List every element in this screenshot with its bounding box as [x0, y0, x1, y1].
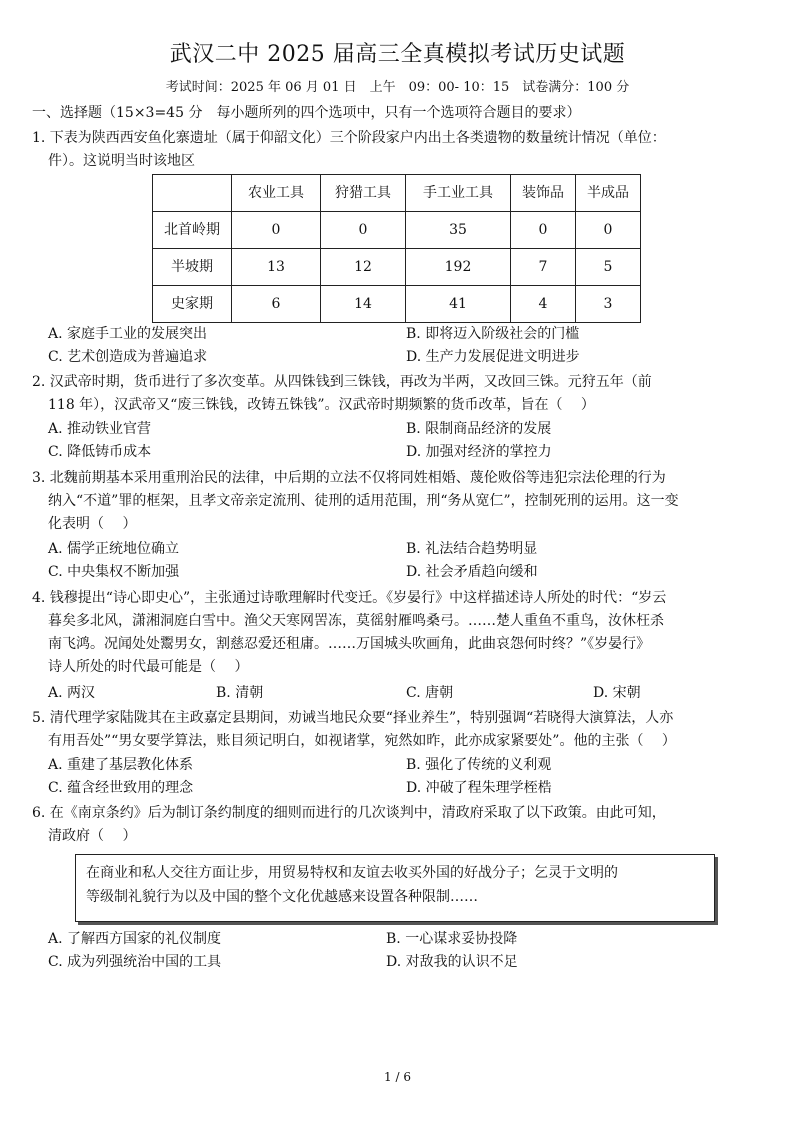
table-cell: 0: [232, 212, 321, 249]
option-d: D. 社会矛盾趋向缓和: [406, 564, 538, 580]
table-cell: 35: [406, 212, 511, 249]
question-6: [32, 802, 772, 848]
question-3-options: [48, 538, 768, 584]
question-4-line-3: 南飞鸿。况闻处处鬻男女，割慈忍爱还租庸。……万国城头吹画角，此曲哀怨何时终？”《岁晏行》: [48, 636, 651, 652]
option-c: C. 蕴含经世致用的理念: [48, 780, 194, 796]
table-cell: 0: [321, 212, 406, 249]
table-cell: 半坡期: [153, 249, 232, 286]
option-d: D. 对敌我的认识不足: [386, 954, 518, 970]
option-a: A. 家庭手工业的发展突出: [48, 326, 208, 342]
quote-line-1: 在商业和私人交往方面让步，用贸易特权和友谊去收买外国的好战分子；乞灵于文明的: [86, 865, 618, 881]
option-b: B. 清朝: [216, 685, 264, 701]
option-c: C. 艺术创造成为普遍追求: [48, 349, 208, 365]
table-cell: 4: [511, 286, 576, 323]
option-d: D. 加强对经济的掌控力: [406, 444, 552, 460]
table-header-cell: 手工业工具: [406, 175, 511, 212]
quote-box: [75, 854, 715, 922]
table-cell: 0: [576, 212, 641, 249]
question-5-line-2: 有用吾处”“男女要学算法，账目须记明白，如视诸掌，宛然如昨，此亦成家紧要处”。他的主张（ ）: [48, 733, 676, 749]
table-header-cell: 装饰品: [511, 175, 576, 212]
question-4-line-1: 4. 钱穆提出“诗心即史心”，主张通过诗歌理解时代变迁。《岁晏行》中这样描述诗人所处的时代：“岁云: [32, 590, 667, 606]
table-row: [153, 249, 641, 286]
page-number: 1 / 6: [384, 1070, 411, 1084]
question-6-line-2: 清政府（ ）: [48, 828, 137, 844]
option-b: B. 礼法结合趋势明显: [406, 541, 538, 557]
option-b: B. 限制商品经济的发展: [406, 421, 552, 437]
table-cell: 13: [232, 249, 321, 286]
option-a: A. 儒学正统地位确立: [48, 541, 180, 557]
option-a: A. 重建了基层教化体系: [48, 757, 194, 773]
option-c: C. 成为列强统治中国的工具: [48, 954, 222, 970]
question-3: [32, 467, 772, 536]
table-cell: 5: [576, 249, 641, 286]
option-a: A. 推动铁业官营: [48, 421, 152, 437]
option-d: D. 宋朝: [593, 685, 641, 701]
question-4: [32, 587, 772, 679]
question-1: [32, 127, 772, 173]
table-header-cell: 农业工具: [232, 175, 321, 212]
option-d: D. 冲破了程朱理学桎梏: [406, 780, 552, 796]
section-heading: 一、选择题（15×3=45 分 每小题所列的四个选项中，只有一个选项符合题目的要求）: [32, 105, 581, 121]
question-5: [32, 707, 772, 753]
option-b: B. 强化了传统的义利观: [406, 757, 552, 773]
question-6-line-1: 6. 在《南京条约》后为制订条约制度的细则而进行的几次谈判中，清政府采取了以下政策。由此可知，: [32, 805, 666, 821]
question-1-line-1: 1. 下表为陕西西安鱼化寨遗址（属于仰韶文化）三个阶段家户内出土各类遗物的数量统计情况（单位：: [32, 130, 666, 146]
question-4-options: [48, 682, 768, 705]
question-6-options: [48, 928, 768, 974]
table-cell: 12: [321, 249, 406, 286]
question-5-options: [48, 754, 768, 800]
question-2-line-2: 118 年），汉武帝又“废三铢钱，改铸五铢钱”。汉武帝时期频繁的货币改革，旨在（ ）: [48, 397, 595, 413]
table-cell: 7: [511, 249, 576, 286]
table-cell: 6: [232, 286, 321, 323]
question-5-line-1: 5. 清代理学家陆陇其在主政嘉定县期间，劝诫当地民众要“择业养生”，特别强调“若晓得大演算法，人亦: [32, 710, 674, 726]
question-1-options: [48, 323, 768, 369]
exam-info: 考试时间：2025 年 06 月 01 日 上午 09：00- 10：15 试卷满分：100 分: [165, 80, 630, 95]
question-1-line-2: 件）。这说明当时该地区: [48, 153, 195, 169]
question-3-line-1: 3. 北魏前期基本采用重刑治民的法律，中后期的立法不仅将同姓相婚、蔑伦败俗等违犯宗法伦理的行为: [32, 470, 666, 486]
table-header-cell: [153, 175, 232, 212]
table-row: [153, 286, 641, 323]
table-cell: 3: [576, 286, 641, 323]
table-cell: 41: [406, 286, 511, 323]
question-2-options: [48, 418, 768, 464]
question-3-line-3: 化表明（ ）: [48, 516, 137, 532]
exam-title: 武汉二中 2025 届高三全真模拟考试历史试题: [169, 42, 626, 67]
table-header-row: [153, 175, 641, 212]
table-cell: 0: [511, 212, 576, 249]
option-d: D. 生产力发展促进文明进步: [406, 349, 580, 365]
option-c: C. 唐朝: [406, 685, 454, 701]
option-a: A. 两汉: [48, 685, 96, 701]
table-header-cell: 半成品: [576, 175, 641, 212]
table-header-cell: 狩猎工具: [321, 175, 406, 212]
artifact-count-table: [152, 174, 641, 323]
question-2-line-1: 2. 汉武帝时期，货币进行了多次变革。从四铢钱到三铢钱，再改为半两，又改回三铢。元狩五年（前: [32, 374, 652, 390]
option-b: B. 即将迈入阶级社会的门槛: [406, 326, 580, 342]
table-cell: 史家期: [153, 286, 232, 323]
option-c: C. 降低铸币成本: [48, 444, 152, 460]
table-cell: 北首岭期: [153, 212, 232, 249]
table-cell: 14: [321, 286, 406, 323]
question-4-line-2: 暮矣多北风，潇湘洞庭白雪中。渔父天寒网罟冻，莫徭射雁鸣桑弓。……楚人重鱼不重鸟，汝休枉杀: [48, 613, 664, 629]
question-3-line-2: 纳入“不道”罪的框架，且孝文帝亲定流刑、徒刑的适用范围，刑“务从宽仁”，控制死刑的运用。这一变: [48, 493, 679, 509]
option-b: B. 一心谋求妥协投降: [386, 931, 518, 947]
option-a: A. 了解西方国家的礼仪制度: [48, 931, 222, 947]
question-4-line-4: 诗人所处的时代最可能是（ ）: [48, 659, 249, 675]
table-row: [153, 212, 641, 249]
table-cell: 192: [406, 249, 511, 286]
quote-line-2: 等级制礼貌行为以及中国的整个文化优越感来设置各种限制……: [86, 889, 478, 905]
question-2: [32, 371, 772, 417]
option-c: C. 中央集权不断加强: [48, 564, 180, 580]
